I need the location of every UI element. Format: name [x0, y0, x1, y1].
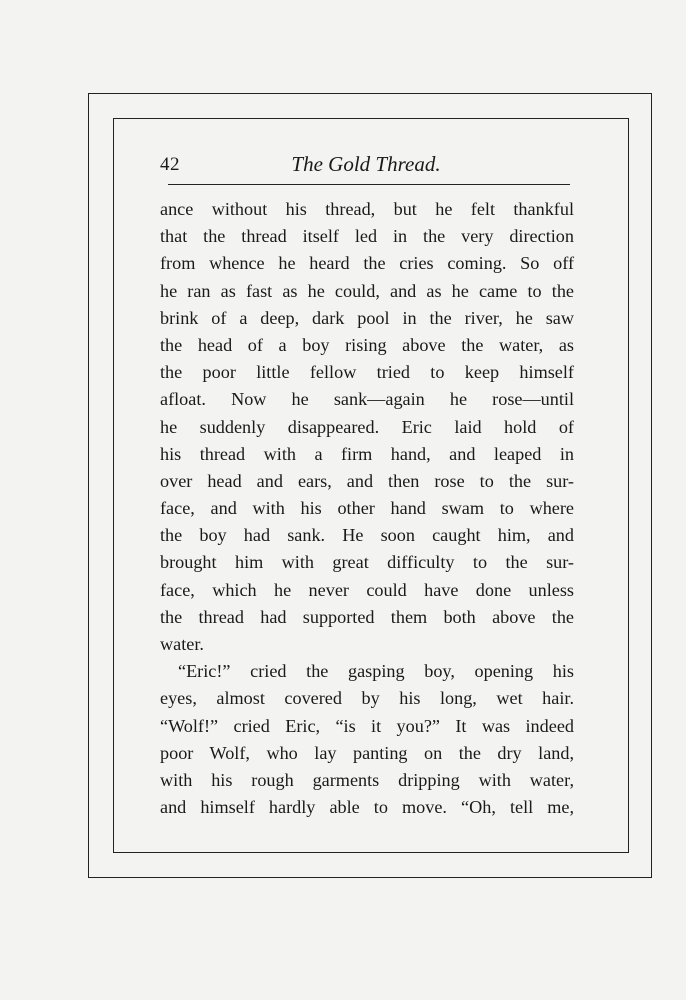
text-line: brought him with great difficulty to the sur- — [160, 552, 574, 573]
text-line: the thread had supported them both above the — [160, 606, 574, 627]
text-line: the boy had sank. He soon caught him, and — [160, 525, 574, 546]
running-head — [160, 150, 572, 178]
text-line: face, and with his other hand swam to where — [160, 498, 574, 519]
text-line: “Wolf!” cried Eric, “is it you?” It was indeed — [160, 715, 574, 736]
text-line: that the thread itself led in the very direction — [160, 226, 574, 247]
text-line: afloat. Now he sank—again he rose—until — [160, 389, 574, 410]
text-line: eyes, almost covered by his long, wet hair. — [160, 688, 574, 709]
text-line: poor Wolf, who lay panting on the dry land, — [160, 742, 574, 763]
text-line: face, which he never could have done unless — [160, 579, 574, 600]
paragraph-end-line: water. — [160, 634, 204, 654]
body-text — [160, 196, 574, 821]
text-line: from whence he heard the cries coming. So off — [160, 253, 574, 274]
text-line: over head and ears, and then rose to the sur- — [160, 470, 574, 491]
text-line: he suddenly disappeared. Eric laid hold of — [160, 416, 574, 437]
running-title: The Gold Thread. — [291, 152, 441, 176]
paragraph-start-line: “Eric!” cried the gasping boy, opening his — [178, 661, 574, 682]
text-line: the poor little fellow tried to keep himself — [160, 362, 574, 383]
text-line: ance without his thread, but he felt thankful — [160, 199, 574, 219]
text-line: with his rough garments dripping with water, — [160, 769, 574, 790]
text-line: he ran as fast as he could, and as he came to the — [160, 280, 574, 301]
text-line: his thread with a firm hand, and leaped in — [160, 443, 574, 464]
header-rule — [168, 184, 570, 185]
text-line: brink of a deep, dark pool in the river, he saw — [160, 307, 574, 328]
text-line: the head of a boy rising above the water, as — [160, 334, 574, 355]
text-line: and himself hardly able to move. “Oh, tell me, — [160, 797, 574, 818]
page-number: 42 — [160, 154, 180, 175]
